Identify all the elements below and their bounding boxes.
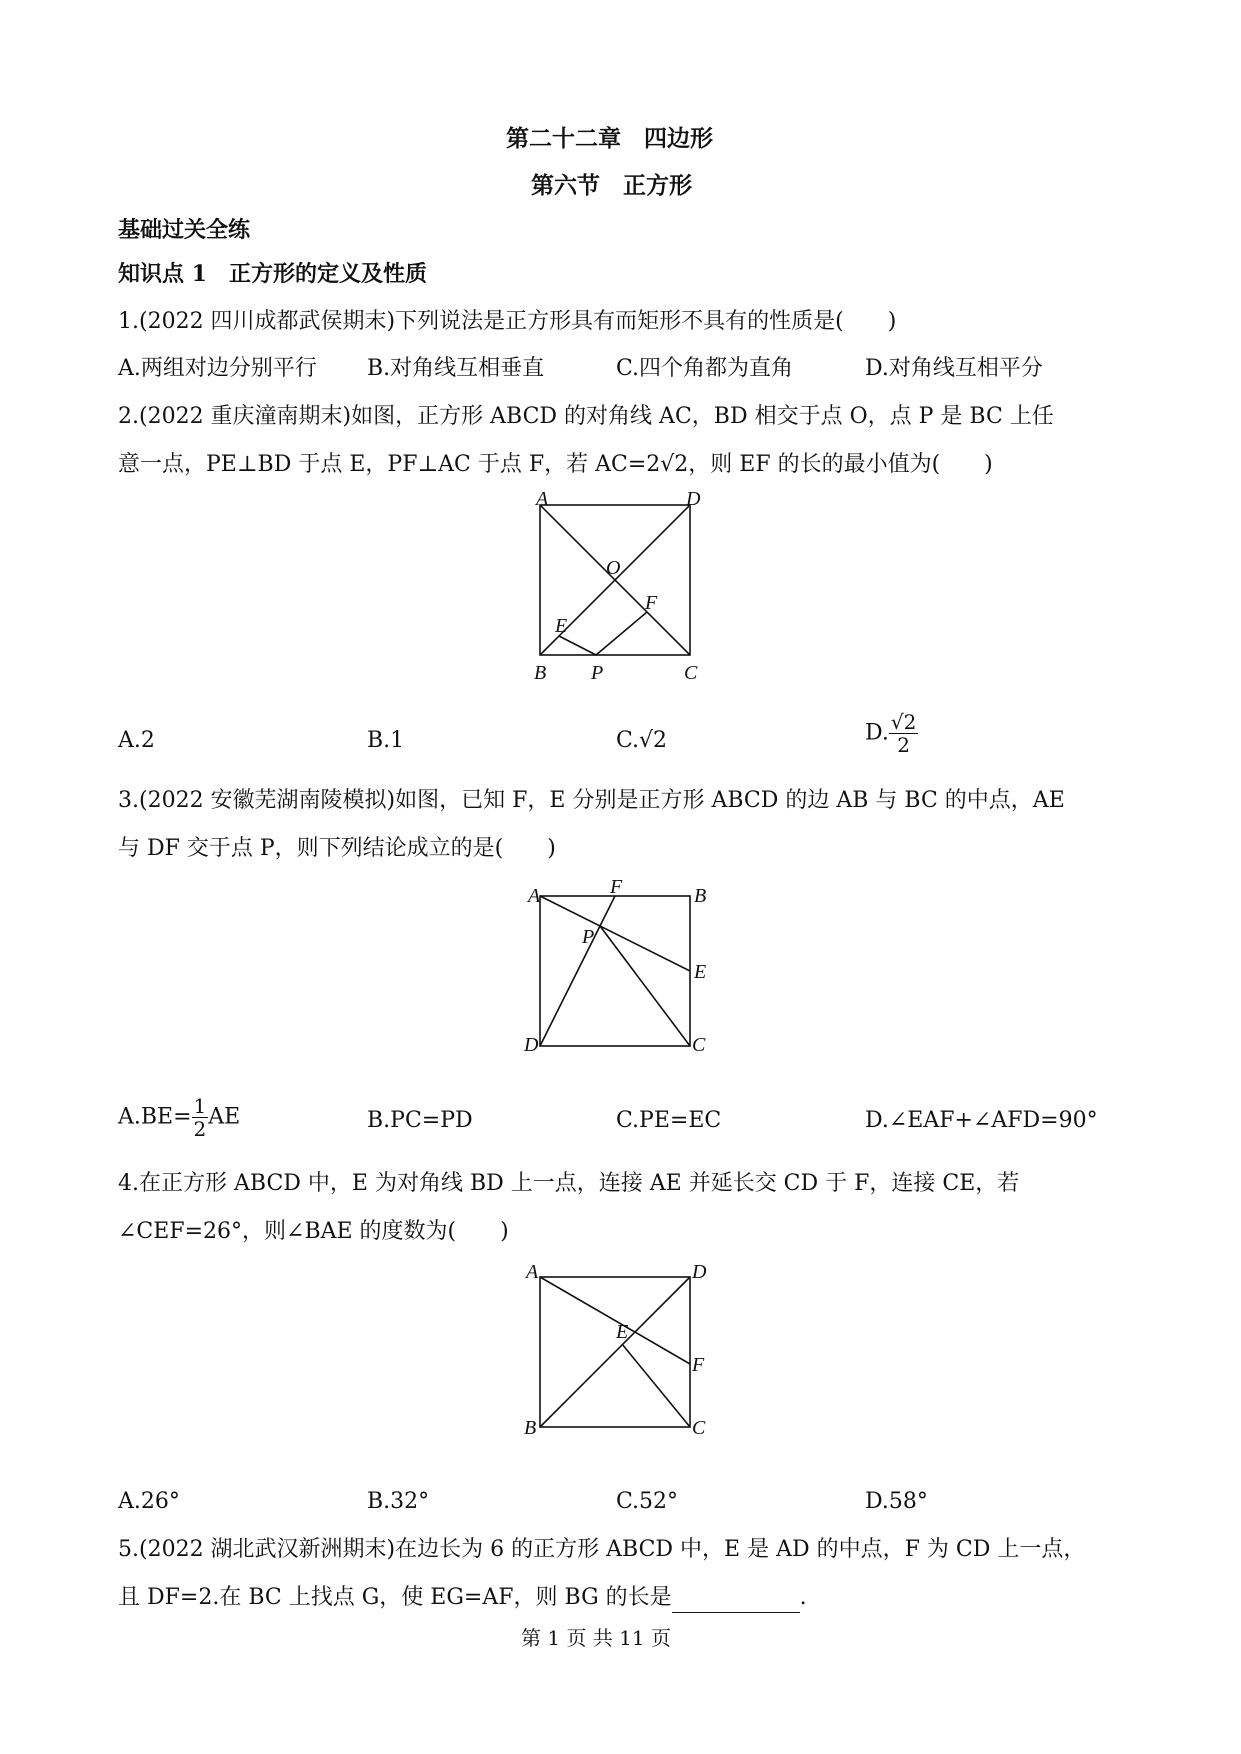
q2-option-d xyxy=(865,711,918,756)
q3-option-a-prefix: A.BE= xyxy=(118,1104,192,1130)
q2-label-p: P xyxy=(591,662,604,684)
q2-option-d-fraction xyxy=(889,711,918,756)
q2-option-d-denominator: 2 xyxy=(897,733,910,757)
q5-stem-line2-end: . xyxy=(799,1585,807,1610)
q2-label-d: D xyxy=(686,490,701,510)
q3-option-a-suffix: AE xyxy=(208,1104,241,1130)
q3-stem-line2: 与 DF 交于点 P，则下列结论成立的是( ) xyxy=(118,836,556,861)
chapter-title: 第二十二章 四边形 xyxy=(506,125,713,152)
q2-option-c: C.√2 xyxy=(616,728,668,753)
q3-option-c: C.PE=EC xyxy=(616,1108,722,1133)
q4-label-f: F xyxy=(692,1354,705,1376)
q3-label-d: D xyxy=(524,1034,539,1055)
q2-option-a: A.2 xyxy=(118,728,155,753)
q1-option-c: C.四个角都为直角 xyxy=(616,356,794,381)
q5-stem-line1: 5.(2022 湖北武汉新洲期末)在边长为 6 的正方形 ABCD 中，E 是 AD 的中点，F 为 CD 上一点， xyxy=(118,1537,1086,1562)
q2-stem-line1: 2.(2022 重庆潼南期末)如图，正方形 ABCD 的对角线 AC，BD 相交于点 O，点 P 是 BC 上任 xyxy=(118,404,1054,429)
q4-label-c: C xyxy=(692,1417,706,1439)
q3-label-c: C xyxy=(692,1034,706,1055)
page-footer: 第 1 页 共 11 页 xyxy=(521,1626,671,1650)
q3-stem-line1: 3.(2022 安徽芜湖南陵模拟)如图，已知 F，E 分别是正方形 ABCD 的边 AB 与 BC 的中点，AE xyxy=(118,788,1065,813)
q3-option-a-numerator: 1 xyxy=(193,1094,207,1118)
q4-option-b: B.32° xyxy=(367,1489,430,1514)
q3-label-p: P xyxy=(582,926,595,948)
q2-option-d-prefix: D. xyxy=(865,720,889,746)
q1-option-d: D.对角线互相平分 xyxy=(865,356,1043,381)
q3-label-a: A xyxy=(528,885,541,907)
q2-option-b: B.1 xyxy=(367,728,405,753)
q4-option-d: D.58° xyxy=(865,1489,928,1514)
q4-label-b: B xyxy=(524,1417,537,1439)
knowledge-point-heading: 知识点 1 正方形的定义及性质 xyxy=(118,261,427,287)
q4-stem-line2: ∠CEF=26°，则∠BAE 的度数为( ) xyxy=(118,1219,509,1244)
q2-stem-line2: 意一点，PE⊥BD 于点 E，PF⊥AC 于点 F，若 AC=2√2，则 EF 的长的最小值为( ) xyxy=(118,452,993,477)
q5-answer-blank[interactable] xyxy=(672,1590,800,1613)
q3-option-a-fraction xyxy=(192,1095,209,1140)
section-heading: 基础过关全练 xyxy=(118,217,251,243)
q3-option-b: B.PC=PD xyxy=(367,1108,473,1133)
q4-label-d: D xyxy=(692,1261,707,1283)
q4-square-diagram xyxy=(520,1257,720,1447)
q2-label-a: A xyxy=(536,490,549,510)
q1-option-a: A.两组对边分别平行 xyxy=(118,356,317,381)
q5-stem-line2 xyxy=(118,1583,807,1613)
q3-square-diagram xyxy=(520,875,720,1055)
q3-label-b: B xyxy=(694,885,707,907)
q4-option-a: A.26° xyxy=(118,1489,180,1514)
q3-label-e: E xyxy=(694,961,707,983)
q2-label-e: E xyxy=(555,615,568,637)
q2-square-diagram xyxy=(520,490,720,690)
q2-label-f: F xyxy=(645,592,658,614)
q4-option-c: C.52° xyxy=(616,1489,679,1514)
q1-option-b: B.对角线互相垂直 xyxy=(367,356,545,381)
q2-label-b: B xyxy=(534,662,547,684)
q3-label-f: F xyxy=(610,876,623,898)
q4-label-e: E xyxy=(616,1321,629,1343)
q2-label-o: O xyxy=(606,557,621,579)
q2-label-c: C xyxy=(684,662,698,684)
q3-option-d: D.∠EAF+∠AFD=90° xyxy=(865,1108,1098,1133)
q5-stem-line2-text: 且 DF=2.在 BC 上找点 G，使 EG=AF，则 BG 的长是 xyxy=(118,1585,672,1610)
q3-option-a xyxy=(118,1095,240,1140)
q3-option-a-denominator: 2 xyxy=(193,1117,207,1141)
q4-label-a: A xyxy=(526,1261,539,1283)
section-title: 第六节 正方形 xyxy=(531,172,692,199)
q2-option-d-numerator: √2 xyxy=(890,710,917,734)
q4-stem-line1: 4.在正方形 ABCD 中，E 为对角线 BD 上一点，连接 AE 并延长交 CD 于 F，连接 CE，若 xyxy=(118,1171,1020,1196)
q1-stem: 1.(2022 四川成都武侯期末)下列说法是正方形具有而矩形不具有的性质是( ) xyxy=(118,309,897,334)
